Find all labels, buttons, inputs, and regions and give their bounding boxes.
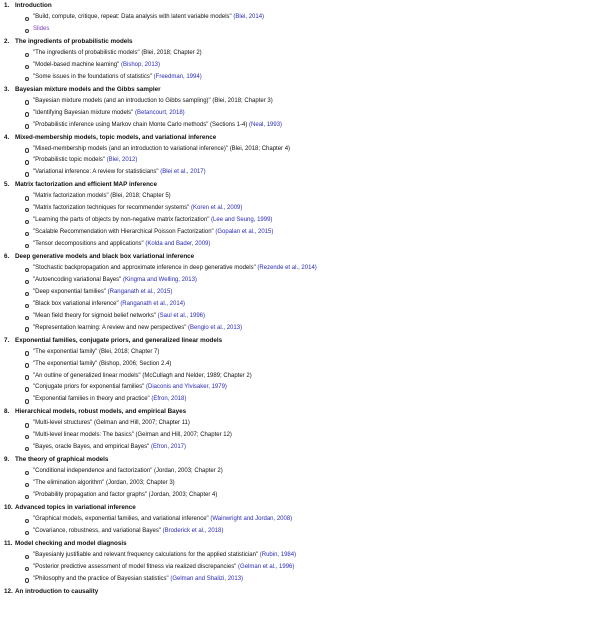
reading-item <box>24 347 600 359</box>
reading-item <box>24 478 600 490</box>
reading-title: "Exponential families in theory and practice" <box>33 396 150 403</box>
citation-link[interactable]: (Broderick et al., 2018) <box>162 527 224 534</box>
section-number: 9. <box>4 456 10 464</box>
section-title <box>0 454 600 466</box>
reading-title: "Graphical models, exponential families, and variational inference" <box>33 515 209 522</box>
citation-link[interactable]: (Gelman and Shalizi, 2013) <box>170 575 244 582</box>
reading-list <box>0 514 600 538</box>
reading-list <box>0 466 600 502</box>
reading-item <box>24 108 600 120</box>
citation-link[interactable]: (Kingma and Welling, 2013) <box>123 276 197 283</box>
section-title-text: Hierarchical models, robust models, and empirical Bayes <box>15 408 187 416</box>
section-title <box>0 132 600 144</box>
citation-link[interactable]: (Efron, 2017) <box>151 444 187 451</box>
section-title <box>0 335 600 347</box>
reading-title: "Bayes, oracle Bayes, and empirical Bayes" <box>33 444 150 451</box>
reading-item <box>24 60 600 72</box>
reading-title: "Matrix factorization techniques for recommender systems" <box>33 205 190 212</box>
reading-title: "Philosophy and the practice of Bayesian statistics" <box>33 575 169 582</box>
slides-link[interactable]: Slides <box>33 25 50 32</box>
reading-item <box>24 239 600 251</box>
section-number: 8. <box>4 408 10 416</box>
citation-link[interactable]: (Bengio et al., 2013) <box>188 324 243 331</box>
reading-title: "Stochastic backpropagation and approximate inference in deep generative models" <box>33 265 256 271</box>
reading-title: "Bayesianly justifiable and relevant frequency calculations for the applied statistician" <box>33 551 259 558</box>
section-title <box>0 502 600 514</box>
reading-title: "Deep exponential families" <box>33 288 106 295</box>
reading-item <box>24 155 600 167</box>
reading-title: "Mean field theory for sigmoid belief networks" <box>33 312 156 319</box>
section-title <box>0 406 600 418</box>
citation-link[interactable]: (Gelman et al., 1996) <box>238 563 295 570</box>
section-number: 1. <box>4 2 10 9</box>
reading-item <box>24 191 600 203</box>
section-title-text: Advanced topics in variational inference <box>15 503 136 511</box>
section-number: 3. <box>4 85 10 93</box>
citation-link[interactable]: (Blei, 2012) <box>106 157 138 164</box>
section-title-text: Matrix factorization and efficient MAP inference <box>15 181 157 189</box>
reading-item <box>24 72 600 84</box>
reading-item <box>24 359 600 371</box>
reading-item <box>24 418 600 430</box>
reading-item <box>24 96 600 108</box>
reading-title: "Probability propagation and factor graphs" (Jordan, 2003; Chapter 4) <box>33 492 218 498</box>
section-number: 12. <box>4 587 13 595</box>
reading-item <box>24 394 600 406</box>
section-title <box>0 36 600 48</box>
citation-link[interactable]: (Betancourt, 2018) <box>134 109 185 116</box>
reading-item <box>24 490 600 502</box>
reading-title: "Some issues in the foundations of statistics" <box>33 73 152 80</box>
section-title <box>0 179 600 191</box>
section-5 <box>0 179 600 251</box>
reading-item <box>24 299 600 311</box>
section-8 <box>0 406 600 454</box>
reading-title: "The exponential family" (Bishop, 2006; Section 2.4) <box>33 360 172 367</box>
reading-item <box>24 526 600 538</box>
reading-item <box>24 382 600 394</box>
reading-item <box>24 442 600 454</box>
section-title-text: Bayesian mixture models and the Gibbs sampler <box>15 85 161 93</box>
reading-title: "Variational inference: A review for statisticians" <box>33 169 159 176</box>
section-4 <box>0 132 600 180</box>
reading-item <box>24 144 600 156</box>
citation-link[interactable]: (Wainwright and Jordan, 2008) <box>210 515 293 522</box>
reading-title: "Build, compute, critique, repeat: Data analysis with latent variable models" <box>33 14 232 20</box>
reading-title: "Matrix factorization models" (Blei, 2018; Chapter 5) <box>33 193 171 200</box>
reading-title: "Mixed-membership models (and an introduction to variational inference)" (Blei, 2018; Chapter 4) <box>33 145 291 152</box>
section-number: 10. <box>4 503 13 511</box>
reading-title: "Covariance, robustness, and variational Bayes" <box>33 527 161 534</box>
reading-list <box>0 263 600 335</box>
section-1 <box>0 0 600 36</box>
reading-item <box>24 323 600 335</box>
reading-title: "Conditional independence and factorization" (Jordan, 2003; Chapter 2) <box>33 468 223 475</box>
section-title-text: The theory of graphical models <box>15 456 109 464</box>
reading-title: "Tensor decompositions and applications" <box>33 241 144 248</box>
section-10 <box>0 502 600 538</box>
citation-link[interactable]: (Kolda and Bader, 2009) <box>145 241 211 248</box>
reading-item <box>24 514 600 526</box>
reading-item <box>24 430 600 442</box>
section-7 <box>0 335 600 407</box>
reading-title: "Model-based machine learning" <box>33 61 120 68</box>
citation-link[interactable]: (Ranganath et al., 2015) <box>107 288 173 295</box>
citation-link[interactable]: (Efron, 2018) <box>151 396 187 403</box>
reading-item <box>24 275 600 287</box>
reading-item <box>24 24 600 36</box>
section-3 <box>0 84 600 132</box>
reading-title: "Scalable Recommendation with Hierarchical Poisson Factorization" <box>33 229 214 236</box>
section-title <box>0 84 600 96</box>
reading-title: "Multi-level linear models: The basics" (Gelman and Hill, 2007; Chapter 12) <box>33 432 232 439</box>
reading-item <box>24 562 600 574</box>
reading-list <box>0 191 600 251</box>
section-number: 2. <box>4 37 10 45</box>
reading-list <box>0 347 600 407</box>
citation-link[interactable]: (Ranganath et al., 2014) <box>120 300 186 307</box>
section-title-text: Mixed-membership models, topic models, and variational inference <box>15 133 217 141</box>
citation-link[interactable]: (Diaconis and Ylvisaker, 1979) <box>146 384 227 391</box>
reading-title: "Black box variational inference" <box>33 300 119 307</box>
citation-link[interactable]: (Koren et al., 2009) <box>191 205 243 212</box>
reading-item <box>24 574 600 586</box>
reading-title: "Probabilistic inference using Markov chain Monte Carlo methods" (Sections 1-4) <box>33 121 248 128</box>
citation-link[interactable]: (Rubin, 1984) <box>259 551 297 558</box>
reading-title: "Identifying Bayesian mixture models" <box>33 109 134 116</box>
section-number: 7. <box>4 336 10 344</box>
reading-title: "The ingredients of probabilistic models" (Blei, 2018; Chapter 2) <box>33 49 202 56</box>
reading-item <box>24 167 600 179</box>
reading-item <box>24 227 600 239</box>
section-number: 4. <box>4 133 10 141</box>
reading-item <box>24 550 600 562</box>
reading-title: "Bayesian mixture models (and an introduction to Gibbs sampling)" (Blei, 2018; Chapter 3) <box>33 97 273 104</box>
reading-list <box>0 96 600 132</box>
reading-item <box>24 371 600 383</box>
reading-title: "Probabilistic topic models" <box>33 157 105 164</box>
reading-item <box>24 203 600 215</box>
reading-item <box>24 263 600 275</box>
section-12 <box>0 586 600 598</box>
reading-title: "The exponential family" (Blei, 2018; Chapter 7) <box>33 348 160 355</box>
reading-title: "Representation learning: A review and new perspectives" <box>33 324 187 331</box>
section-title <box>0 251 600 263</box>
reading-item <box>24 12 600 24</box>
reading-title: "Autoencoding variational Bayes" <box>33 276 122 283</box>
reading-title: "Multi-level structures" (Gelman and Hill, 2007; Chapter 11) <box>33 420 190 427</box>
section-title <box>0 0 600 12</box>
reading-list <box>0 12 600 36</box>
citation-link[interactable]: (Blei, 2014) <box>233 14 265 20</box>
reading-item <box>24 466 600 478</box>
citation-link[interactable]: (Lee and Seung, 1999) <box>211 217 273 224</box>
reading-title: "Posterior predictive assessment of model fitness via realized discrepancies" <box>33 563 237 570</box>
section-title-text: An introduction to causality <box>15 587 99 595</box>
reading-list <box>0 144 600 180</box>
reading-list <box>0 550 600 586</box>
citation-link[interactable]: (Bishop, 2013) <box>120 61 161 68</box>
reading-title: "The elimination algorithm" (Jordan, 2003; Chapter 3) <box>33 480 175 487</box>
section-2 <box>0 36 600 84</box>
reading-title: "An outline of generalized linear models" (McCullagh and Nelder, 1989; Chapter 2) <box>33 372 252 379</box>
section-title-text: The ingredients of probabilistic models <box>15 37 133 45</box>
reading-list <box>0 48 600 84</box>
section-9 <box>0 454 600 502</box>
section-11 <box>0 538 600 586</box>
section-title-text: Model checking and model diagnosis <box>15 539 127 547</box>
citation-link[interactable]: (Gopalan et al., 2015) <box>215 229 274 236</box>
section-title <box>0 538 600 550</box>
citation-link[interactable]: (Blei et al., 2017) <box>160 169 206 176</box>
section-number: 5. <box>4 181 10 189</box>
section-number: 11. <box>4 539 13 547</box>
reading-item <box>24 311 600 323</box>
citation-link[interactable]: (Neal, 1993) <box>249 121 283 128</box>
section-6 <box>0 251 600 335</box>
citation-link[interactable]: (Rezende et al., 2014) <box>257 265 317 271</box>
section-title-text: Deep generative models and black box variational inference <box>15 253 195 260</box>
section-number: 6. <box>4 253 10 260</box>
reading-item <box>24 120 600 132</box>
citation-link[interactable]: (Freedman, 1994) <box>153 73 202 80</box>
section-title <box>0 586 600 598</box>
reading-title: "Conjugate priors for exponential families" <box>33 384 145 391</box>
reading-item <box>24 287 600 299</box>
reading-list <box>0 418 600 454</box>
reading-title: "Learning the parts of objects by non-negative matrix factorization" <box>33 217 210 224</box>
reading-item <box>24 215 600 227</box>
reading-item <box>24 48 600 60</box>
section-title-text: Exponential families, conjugate priors, and generalized linear models <box>15 336 223 344</box>
citation-link[interactable]: (Saul et al., 1996) <box>157 312 206 319</box>
section-title-text: Introduction <box>15 2 52 9</box>
